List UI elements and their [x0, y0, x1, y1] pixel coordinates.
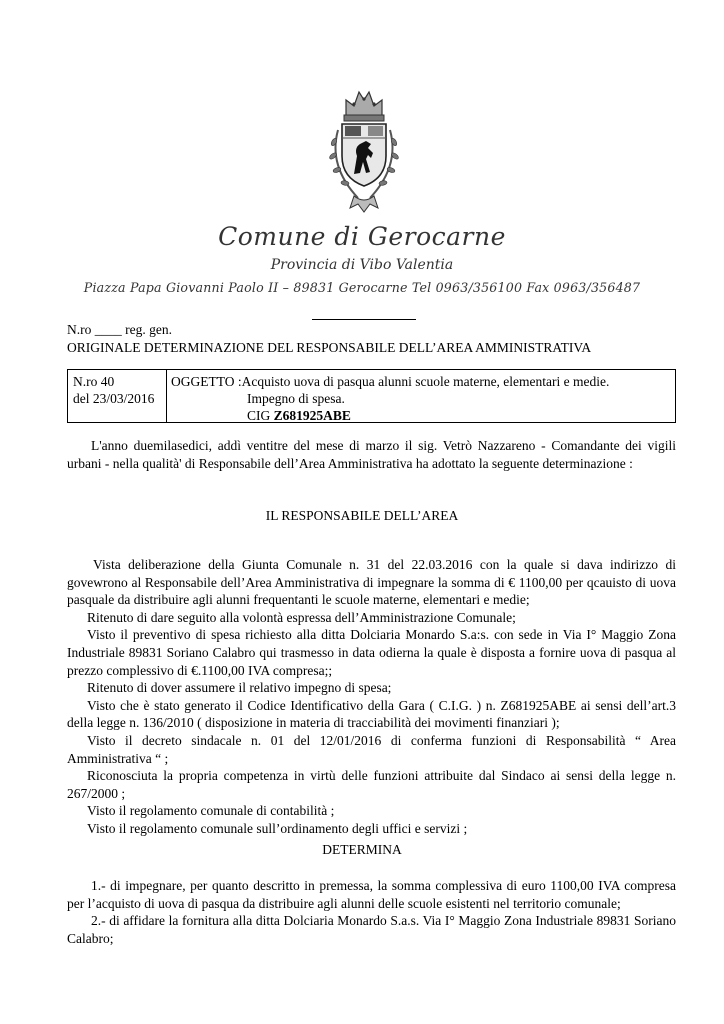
determination-number-cell	[68, 370, 167, 422]
dispositivo-item: 1.- di impegnare, per quanto descritto in premessa, la somma complessiva di euro 1100,00 IVA compresa per l’acquisto di uova di pasqua da distribuire agli alunni delle scuole esistenti nel territorio comunale;	[67, 878, 676, 911]
premessa-paragraph: Vista deliberazione della Giunta Comunale n. 31 del 22.03.2016 con la quale si dava indirizzo di govewrono al Responsabile dell’Area Amministrativa di impegnare la somma di € 1100,00 per qcauisto di uova pasquale da distribuire agli alunni frequentanti le scuole materne, elementari e medie;	[67, 557, 676, 608]
document-title: ORIGINALE DETERMINAZIONE DEL RESPONSABILE DELL’AREA AMMINISTRATIVA	[67, 340, 592, 355]
registro-number: N.ro ____ reg. gen.	[67, 322, 172, 337]
provincia-name: Provincia di Vibo Valentia	[270, 257, 454, 273]
responsabile-heading: IL RESPONSABILE DELL’AREA	[265, 508, 459, 523]
determination-date: del 23/03/2016	[73, 391, 155, 406]
subject-label: OGGETTO :	[171, 374, 242, 389]
premesse-block	[67, 556, 676, 838]
dispositivo-item: 2.- di affidare la fornitura alla ditta Dolciaria Monardo S.a.s. Via I° Maggio Zona Industriale 89831 Soriano Calabro;	[67, 913, 676, 946]
address-line: Piazza Papa Giovanni Paolo II – 89831 Gerocarne Tel 0963/356100 Fax 0963/356487	[83, 280, 641, 295]
comune-name: Comune di Gerocarne	[218, 222, 506, 251]
premessa-paragraph: Riconosciuta la propria competenza in virtù delle funzioni attribuite dal Sindaco ai sensi della legge n. 267/2000 ;	[67, 768, 676, 801]
subject-cell	[167, 370, 675, 422]
cig-label: CIG	[247, 408, 274, 423]
premessa-paragraph: Visto che è stato generato il Codice Identificativo della Gara ( C.I.G. ) n. Z681925ABE ai sensi dell’art.3 della legge n. 136/2010 ( disposizione in materia di tracciabilità dei movimenti finanziari );	[67, 697, 676, 731]
subject-line-2: Impegno di spesa.	[247, 391, 345, 406]
subject-box	[67, 369, 676, 423]
cig-value: Z681925ABE	[273, 408, 351, 423]
determina-heading: DETERMINA	[322, 842, 402, 857]
intro-paragraph: L'anno duemilasedici, addì ventitre del mese di marzo il sig. Vetrò Nazzareno - Comandante dei vigili urbani - nella qualità' di Responsabile dell’Area Amministrativa ha adottato la seguente determinazione :	[67, 438, 676, 471]
determination-number: N.ro 40	[73, 374, 115, 389]
premessa-paragraph: Visto il regolamento comunale di contabilità ;	[87, 803, 335, 819]
municipal-crest-icon	[324, 86, 404, 216]
premessa-paragraph: Visto il decreto sindacale n. 01 del 12/01/2016 di conferma funzioni di Responsabilità “ Area Amministrativa “ ;	[67, 732, 676, 766]
premessa-paragraph: Visto il regolamento comunale sull’ordinamento degli uffici e servizi ;	[87, 820, 468, 836]
premessa-paragraph: Visto il preventivo di spesa richiesto alla ditta Dolciaria Monardo S.a:s. con sede in Via I° Maggio Zona Industriale 89831 Soriano Calabro qui trasmesso in data odierna la quale è disposta a fornire uova di pasqua al prezzo complessivo di €.1100,00 IVA compresa;;	[67, 627, 676, 678]
header-divider	[312, 319, 416, 320]
subject-line-1: Acquisto uova di pasqua alunni scuole materne, elementari e medie.	[241, 374, 610, 389]
premessa-paragraph: Ritenuto di dover assumere il relativo impegno di spesa;	[87, 680, 392, 696]
premessa-paragraph: Ritenuto di dare seguito alla volontà espressa dell’Amministrazione Comunale;	[87, 609, 516, 625]
dispositivo-block	[67, 877, 676, 947]
